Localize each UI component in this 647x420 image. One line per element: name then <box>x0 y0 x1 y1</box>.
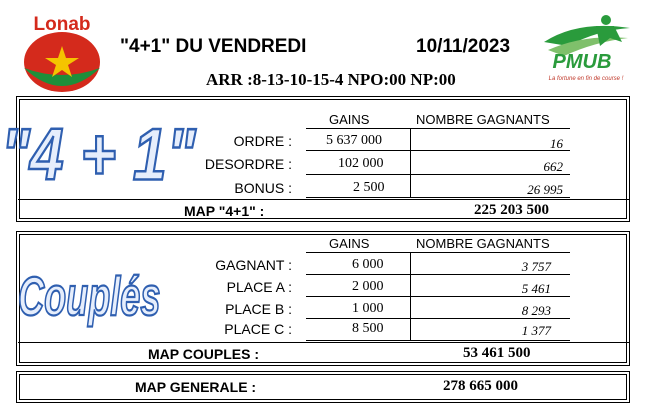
map-generale-label: MAP GENERALE : <box>135 379 257 395</box>
col-header-gagnants: NOMBRE GAGNANTS <box>416 236 550 251</box>
map-4plus1-label: MAP "4+1" : <box>184 203 265 219</box>
gains-gagnant: 6 000 <box>352 257 384 272</box>
badge-4plus1-text: "4 + 1" <box>0 113 196 196</box>
row-label-bonus: BONUS : <box>234 180 292 196</box>
lonab-logo <box>16 8 108 94</box>
gains-place-b: 1 000 <box>352 301 384 316</box>
divider <box>18 342 630 343</box>
pmub-logo <box>538 12 638 84</box>
map-4plus1-value: 225 203 500 <box>474 202 549 218</box>
gains-place-a: 2 000 <box>352 279 384 294</box>
race-date: 10/11/2023 <box>416 36 511 57</box>
lonab-logo-text: Lonab <box>33 14 91 35</box>
gains-bonus: 2 500 <box>353 180 385 195</box>
row-label-place-a: PLACE A : <box>226 279 292 295</box>
gagnants-place-c: 1 377 <box>521 323 551 338</box>
divider <box>306 340 570 341</box>
badge-couples <box>18 250 162 334</box>
page-title: "4+1" DU VENDREDI <box>120 36 307 57</box>
gagnants-place-b: 8 293 <box>521 303 551 318</box>
map-generale-frame <box>19 374 627 400</box>
row-label-place-c: PLACE C : <box>224 321 292 337</box>
gagnants-ordre: 16 <box>550 136 563 151</box>
gains-place-c: 8 500 <box>352 321 384 336</box>
row-label-ordre: ORDRE : <box>233 133 292 149</box>
col-header-gains: GAINS <box>329 236 370 251</box>
gagnants-desordre: 662 <box>543 159 563 174</box>
gagnants-bonus: 26 995 <box>527 182 563 197</box>
gagnants-gagnant: 3 757 <box>521 259 551 274</box>
badge-couples-text: Couplés <box>18 265 161 327</box>
divider <box>306 128 570 129</box>
col-header-gains: GAINS <box>329 112 370 127</box>
col-header-gagnants: NOMBRE GAGNANTS <box>416 112 550 127</box>
pmub-tagline: La fortune en fin de course ! <box>548 76 624 82</box>
gains-desordre: 102 000 <box>338 156 384 171</box>
map-generale-value: 278 665 000 <box>443 378 518 394</box>
row-label-desordre: DESORDRE : <box>204 156 292 172</box>
divider <box>18 199 630 200</box>
row-label-place-b: PLACE B : <box>225 301 292 317</box>
gains-ordre: 5 637 000 <box>326 133 382 148</box>
map-generale-box <box>16 371 630 403</box>
gagnants-place-a: 5 461 <box>521 281 551 296</box>
pmub-logo-text: PMUB <box>552 51 612 73</box>
divider <box>410 128 411 198</box>
map-couples-label: MAP COUPLES : <box>148 346 259 362</box>
badge-4plus1 <box>0 108 196 196</box>
divider <box>306 150 570 151</box>
row-label-gagnant: GAGNANT : <box>215 257 292 273</box>
divider <box>306 174 570 175</box>
divider <box>306 252 570 253</box>
map-couples-value: 53 461 500 <box>463 345 531 361</box>
arrivee-line: ARR :8-13-10-15-4 NPO:00 NP:00 <box>206 70 456 89</box>
